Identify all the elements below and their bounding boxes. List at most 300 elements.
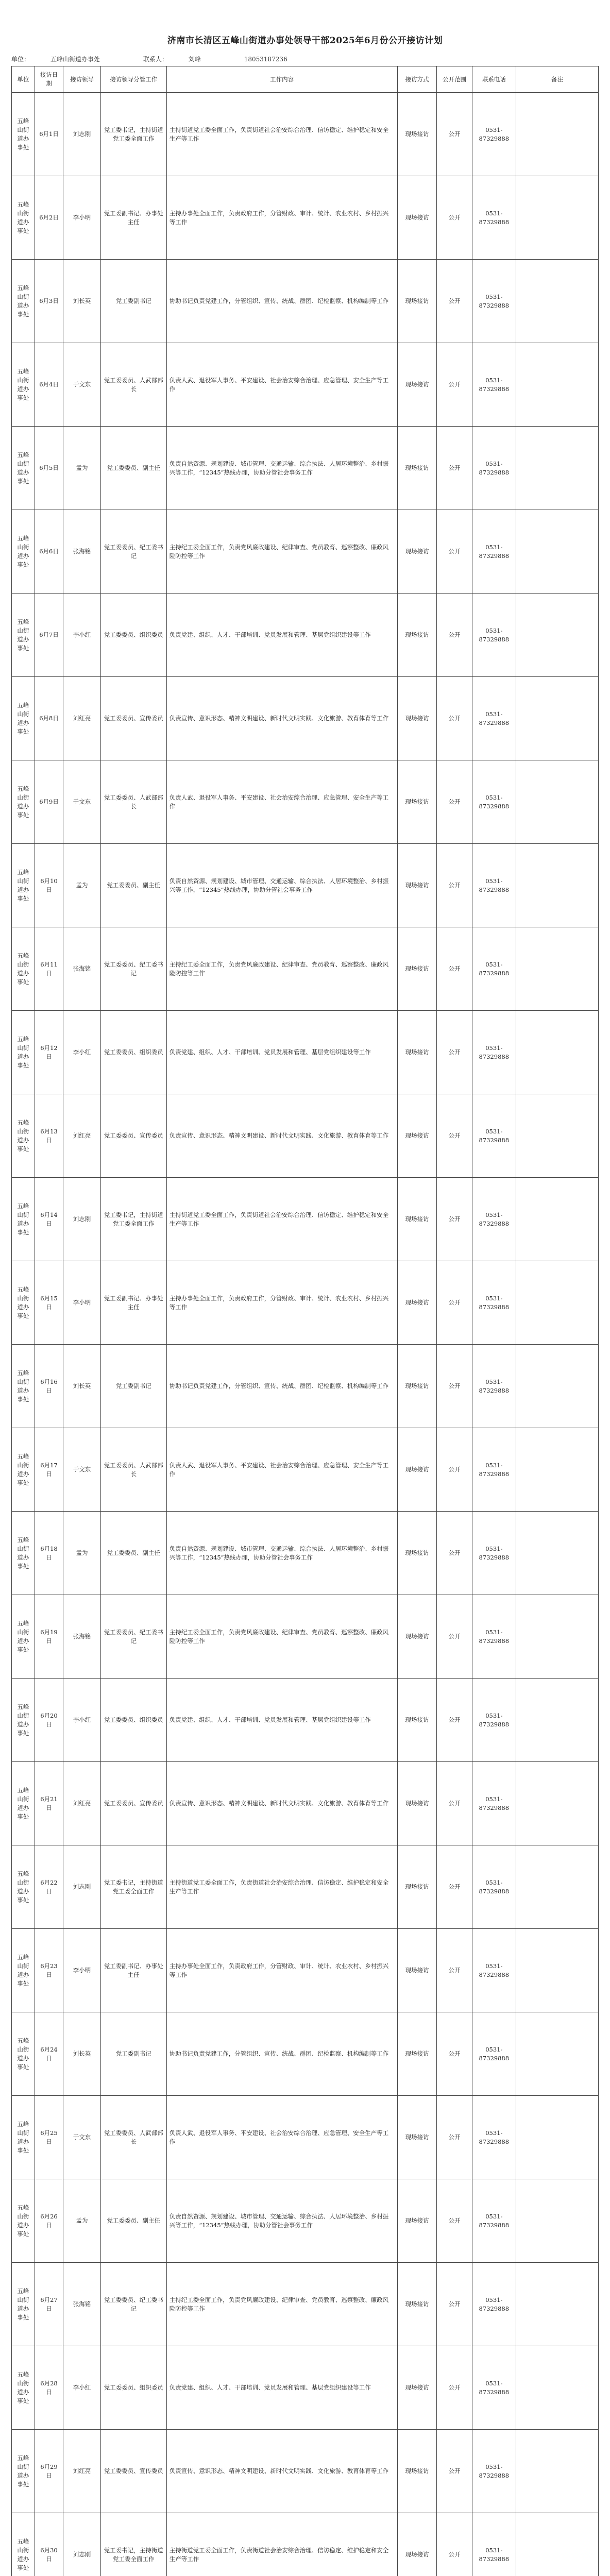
method-cell: 现场接访 (397, 510, 437, 594)
leader-cell: 刘长英 (63, 260, 101, 343)
phone-cell (472, 343, 516, 427)
table-row (12, 1762, 599, 1845)
phone-line: 87329888 (479, 1386, 510, 1394)
phone-line: 0531- (485, 126, 503, 133)
date-cell: 6月30日 (35, 2513, 63, 2576)
method-cell: 现场接访 (397, 2346, 437, 2430)
phone-line: 0531- (485, 1545, 503, 1552)
table-row (12, 1261, 599, 1345)
phone-line: 87329888 (479, 1637, 510, 1645)
table-row (12, 343, 599, 427)
method-cell: 现场接访 (397, 1762, 437, 1845)
phone-line: 87329888 (479, 1303, 510, 1311)
note-cell (516, 1512, 598, 1595)
phone-line: 87329888 (479, 1720, 510, 1728)
leader-cell: 孟为 (63, 1512, 101, 1595)
phone-line: 0531- (485, 626, 503, 634)
header-note: 备注 (516, 66, 598, 93)
content-cell: 负责自然资源、规划建设、城市管理、交通运输、综合执法、人居环境整治、乡村振兴等工作，“12345”热线办理，协助分管社会事务工作 (166, 1512, 397, 1595)
note-cell (516, 1428, 598, 1512)
phone-line: 87329888 (479, 552, 510, 560)
unit-cell: 五峰山街道办事处 (12, 1845, 35, 1929)
content-cell: 负责宣传、意识形态、精神文明建设、新时代文明实践、文化旅游、教育体育等工作 (166, 1762, 397, 1845)
leader-cell: 刘志刚 (63, 1845, 101, 1929)
phone-line: 0531- (485, 877, 503, 885)
date-cell: 6月10日 (35, 844, 63, 927)
table-row (12, 1345, 599, 1428)
duty-cell: 党工委委员、纪工委书记 (100, 2263, 166, 2346)
duty-cell: 党工委委员、组织委员 (100, 2346, 166, 2430)
phone-cell (472, 93, 516, 176)
content-cell: 负责人武、退役军人事务、平安建设、社会治安综合治理、应急管理、安全生产等工作 (166, 343, 397, 427)
leader-cell: 张海铭 (63, 1595, 101, 1679)
table-row (12, 844, 599, 927)
table-row (12, 927, 599, 1011)
note-cell (516, 2513, 598, 2576)
phone-line: 87329888 (479, 2304, 510, 2312)
duty-cell: 党工委书记，主持街道党工委全面工作 (100, 2513, 166, 2576)
table-row (12, 2096, 599, 2179)
table-row (12, 1845, 599, 1929)
duty-cell: 党工委副书记、办事处主任 (100, 1929, 166, 2012)
content-cell: 负责党建、组织、人才、干部培训、党员发展和管理、基层党组织建设等工作 (166, 1679, 397, 1762)
phone-line: 87329888 (479, 468, 510, 476)
date-cell: 6月28日 (35, 2346, 63, 2430)
duty-cell: 党工委委员、纪工委书记 (100, 1595, 166, 1679)
phone-cell (472, 2346, 516, 2430)
phone-cell (472, 677, 516, 760)
content-cell: 负责宣传、意识形态、精神文明建设、新时代文明实践、文化旅游、教育体育等工作 (166, 1094, 397, 1178)
table-row (12, 1679, 599, 1762)
content-cell: 负责宣传、意识形态、精神文明建设、新时代文明实践、文化旅游、教育体育等工作 (166, 677, 397, 760)
leader-cell: 张海铭 (63, 2263, 101, 2346)
phone-line: 87329888 (479, 2471, 510, 2479)
content-cell: 主持办事处全面工作，负责政府工作，分管财政、审计、统计、农业农村、乡村振兴等工作 (166, 1261, 397, 1345)
unit-cell: 五峰山街道办事处 (12, 176, 35, 260)
header-unit: 单位 (12, 66, 35, 93)
content-cell: 主持办事处全面工作，负责政府工作，分管财政、审计、统计、农业农村、乡村振兴等工作 (166, 176, 397, 260)
unit-cell: 五峰山街道办事处 (12, 1428, 35, 1512)
method-cell: 现场接访 (397, 677, 437, 760)
note-cell (516, 844, 598, 927)
scope-cell: 公开 (437, 1512, 472, 1595)
scope-cell: 公开 (437, 1595, 472, 1679)
phone-cell (472, 2096, 516, 2179)
date-cell: 6月5日 (35, 427, 63, 510)
content-cell: 协助书记负责党建工作，分管组织、宣传、统战、群团、纪检监察、机构编制等工作 (166, 2012, 397, 2096)
scope-cell: 公开 (437, 1428, 472, 1512)
phone-line: 87329888 (479, 1470, 510, 1478)
phone-line: 87329888 (479, 635, 510, 643)
phone-line: 87329888 (479, 2054, 510, 2062)
duty-cell: 党工委委员、宣传委员 (100, 2430, 166, 2513)
method-cell: 现场接访 (397, 1261, 437, 1345)
date-cell: 6月2日 (35, 176, 63, 260)
phone-line: 87329888 (479, 1553, 510, 1561)
phone-cell (472, 927, 516, 1011)
duty-cell: 党工委副书记、办事处主任 (100, 176, 166, 260)
phone-cell (472, 1929, 516, 2012)
note-cell (516, 176, 598, 260)
phone-cell (472, 2263, 516, 2346)
date-cell: 6月24日 (35, 2012, 63, 2096)
duty-cell: 党工委委员、副主任 (100, 2179, 166, 2263)
leader-cell: 刘长英 (63, 1345, 101, 1428)
phone-cell (472, 1845, 516, 1929)
table-row (12, 2012, 599, 2096)
phone-cell (472, 427, 516, 510)
duty-cell: 党工委副书记 (100, 2012, 166, 2096)
table-row (12, 760, 599, 844)
method-cell: 现场接访 (397, 1345, 437, 1428)
scope-cell: 公开 (437, 1261, 472, 1345)
unit-cell: 五峰山街道办事处 (12, 1762, 35, 1845)
unit-cell: 五峰山街道办事处 (12, 1178, 35, 1261)
phone-line: 0531- (485, 460, 503, 467)
phone-line: 87329888 (479, 1804, 510, 1811)
method-cell: 现场接访 (397, 343, 437, 427)
unit-cell: 五峰山街道办事处 (12, 260, 35, 343)
leader-cell: 张海铭 (63, 510, 101, 594)
leader-cell: 于文东 (63, 760, 101, 844)
leader-cell: 李小红 (63, 1679, 101, 1762)
duty-cell: 党工委委员、副主任 (100, 1512, 166, 1595)
duty-cell: 党工委副书记、办事处主任 (100, 1261, 166, 1345)
date-cell: 6月9日 (35, 760, 63, 844)
table-body (12, 93, 599, 2576)
unit-cell: 五峰山街道办事处 (12, 677, 35, 760)
content-cell: 负责党建、组织、人才、干部培训、党员发展和管理、基层党组织建设等工作 (166, 594, 397, 677)
phone-line: 87329888 (479, 2221, 510, 2229)
duty-cell: 党工委委员、组织委员 (100, 1011, 166, 1094)
unit-cell: 五峰山街道办事处 (12, 2096, 35, 2179)
unit-cell: 五峰山街道办事处 (12, 2179, 35, 2263)
date-cell: 6月8日 (35, 677, 63, 760)
duty-cell: 党工委委员、副主任 (100, 844, 166, 927)
phone-cell (472, 1178, 516, 1261)
content-cell: 主持办事处全面工作，负责政府工作，分管财政、审计、统计、农业农村、乡村振兴等工作 (166, 1929, 397, 2012)
phone-line: 0531- (485, 2463, 503, 2470)
scope-cell: 公开 (437, 844, 472, 927)
contact-info (143, 56, 224, 63)
phone-line: 87329888 (479, 802, 510, 810)
date-cell: 6月27日 (35, 2263, 63, 2346)
header-leader: 接访领导 (63, 66, 101, 93)
leader-cell: 刘红亮 (63, 1762, 101, 1845)
leader-cell: 孟为 (63, 2179, 101, 2263)
header-duty: 接访领导分管工作 (100, 66, 166, 93)
note-cell (516, 1845, 598, 1929)
unit-cell: 五峰山街道办事处 (12, 1595, 35, 1679)
unit-cell: 五峰山街道办事处 (12, 343, 35, 427)
phone-line: 0531- (485, 376, 503, 384)
phone-cell (472, 1679, 516, 1762)
method-cell: 现场接访 (397, 427, 437, 510)
phone-line: 0531- (485, 543, 503, 551)
content-cell: 主持街道党工委全面工作，负责街道社会治安综合治理、信访稳定、维护稳定和安全生产等工作 (166, 93, 397, 176)
note-cell (516, 2179, 598, 2263)
note-cell (516, 1094, 598, 1178)
scope-cell: 公开 (437, 1345, 472, 1428)
leader-cell: 张海铭 (63, 927, 101, 1011)
unit-cell: 五峰山街道办事处 (12, 1929, 35, 2012)
date-cell: 6月21日 (35, 1762, 63, 1845)
phone-cell (472, 2513, 516, 2576)
duty-cell: 党工委委员、副主任 (100, 427, 166, 510)
phone-line: 0531- (485, 1044, 503, 1052)
header-date: 接访日期 (35, 66, 63, 93)
method-cell: 现场接访 (397, 1178, 437, 1261)
note-cell (516, 2346, 598, 2430)
content-cell: 主持纪工委全面工作，负责党风廉政建设、纪律审查、党员教育、巡察整改、廉政风险防控等工作 (166, 510, 397, 594)
duty-cell: 党工委委员、人武部部长 (100, 760, 166, 844)
note-cell (516, 1011, 598, 1094)
scope-cell: 公开 (437, 2012, 472, 2096)
note-cell (516, 760, 598, 844)
note-cell (516, 510, 598, 594)
leader-cell: 刘志刚 (63, 93, 101, 176)
phone-line: 0531- (485, 1962, 503, 1970)
method-cell: 现场接访 (397, 2096, 437, 2179)
phone-line: 87329888 (479, 1136, 510, 1144)
phone-cell (472, 176, 516, 260)
table-row (12, 594, 599, 677)
duty-cell: 党工委书记，主持街道党工委全面工作 (100, 1178, 166, 1261)
header-scope: 公开范围 (437, 66, 472, 93)
phone-cell (472, 260, 516, 343)
scope-cell: 公开 (437, 1845, 472, 1929)
phone-line: 0531- (485, 2546, 503, 2554)
unit-label: 单位： (11, 56, 30, 63)
content-cell: 协助书记负责党建工作，分管组织、宣传、统战、群团、纪检监察、机构编制等工作 (166, 1345, 397, 1428)
note-cell (516, 2096, 598, 2179)
phone-line: 0531- (485, 209, 503, 217)
duty-cell: 党工委委员、宣传委员 (100, 1762, 166, 1845)
date-cell: 6月29日 (35, 2430, 63, 2513)
phone-line: 87329888 (479, 2555, 510, 2563)
phone-line: 87329888 (479, 1971, 510, 1978)
content-cell: 负责党建、组织、人才、干部培训、党员发展和管理、基层党组织建设等工作 (166, 1011, 397, 1094)
phone-line: 0531- (485, 960, 503, 968)
leader-cell: 李小红 (63, 1011, 101, 1094)
table-row (12, 1595, 599, 1679)
leader-cell: 刘志刚 (63, 2513, 101, 2576)
note-cell (516, 343, 598, 427)
table-row (12, 2263, 599, 2346)
phone-cell (472, 1762, 516, 1845)
duty-cell: 党工委委员、人武部部长 (100, 1428, 166, 1512)
scope-cell: 公开 (437, 677, 472, 760)
date-cell: 6月22日 (35, 1845, 63, 1929)
table-row (12, 677, 599, 760)
leader-cell: 李小红 (63, 594, 101, 677)
phone-line: 87329888 (479, 719, 510, 726)
duty-cell: 党工委书记，主持街道党工委全面工作 (100, 93, 166, 176)
content-cell: 主持街道党工委全面工作，负责街道社会治安综合治理、信访稳定、维护稳定和安全生产等工作 (166, 2513, 397, 2576)
phone-cell (472, 1512, 516, 1595)
unit-cell: 五峰山街道办事处 (12, 1512, 35, 1595)
scope-cell: 公开 (437, 594, 472, 677)
scope-cell: 公开 (437, 93, 472, 176)
note-cell (516, 1345, 598, 1428)
phone-line: 87329888 (479, 969, 510, 977)
unit-cell: 五峰山街道办事处 (12, 2263, 35, 2346)
phone-cell (472, 2012, 516, 2096)
content-cell: 主持纪工委全面工作，负责党风廉政建设、纪律审查、党员教育、巡察整改、廉政风险防控等工作 (166, 2263, 397, 2346)
note-cell (516, 677, 598, 760)
scope-cell: 公开 (437, 1094, 472, 1178)
unit-value: 五峰山街道办事处 (50, 56, 100, 63)
method-cell: 现场接访 (397, 1679, 437, 1762)
phone-value: 18053187236 (244, 56, 287, 63)
note-cell (516, 1762, 598, 1845)
note-cell (516, 1178, 598, 1261)
phone-line: 0531- (485, 2212, 503, 2220)
method-cell: 现场接访 (397, 2513, 437, 2576)
duty-cell: 党工委委员、组织委员 (100, 594, 166, 677)
table-row (12, 510, 599, 594)
date-cell: 6月25日 (35, 2096, 63, 2179)
phone-line: 0531- (485, 1878, 503, 1886)
scope-cell: 公开 (437, 927, 472, 1011)
duty-cell: 党工委委员、人武部部长 (100, 343, 166, 427)
method-cell: 现场接访 (397, 760, 437, 844)
content-cell: 负责自然资源、规划建设、城市管理、交通运输、综合执法、人居环境整治、乡村振兴等工作，“12345”热线办理，协助分管社会事务工作 (166, 844, 397, 927)
table-row (12, 93, 599, 176)
scope-cell: 公开 (437, 260, 472, 343)
table-row (12, 2179, 599, 2263)
content-cell: 主持纪工委全面工作，负责党风廉政建设、纪律审查、党员教育、巡察整改、廉政风险防控等工作 (166, 927, 397, 1011)
phone-line: 0531- (485, 1628, 503, 1636)
phone-cell (472, 510, 516, 594)
date-cell: 6月19日 (35, 1595, 63, 1679)
content-cell: 负责自然资源、规划建设、城市管理、交通运输、综合执法、人居环境整治、乡村振兴等工作，“12345”热线办理，协助分管社会事务工作 (166, 427, 397, 510)
phone-cell (472, 1261, 516, 1345)
phone-cell (472, 1428, 516, 1512)
note-cell (516, 260, 598, 343)
unit-cell: 五峰山街道办事处 (12, 1679, 35, 1762)
leader-cell: 李小明 (63, 1261, 101, 1345)
phone-line: 87329888 (479, 2388, 510, 2396)
leader-cell: 刘红亮 (63, 1094, 101, 1178)
scope-cell: 公开 (437, 2263, 472, 2346)
table-row (12, 176, 599, 260)
scope-cell: 公开 (437, 1929, 472, 2012)
note-cell (516, 2430, 598, 2513)
note-cell (516, 594, 598, 677)
leader-cell: 孟为 (63, 844, 101, 927)
leader-cell: 李小红 (63, 2346, 101, 2430)
document-meta (11, 55, 599, 63)
note-cell (516, 927, 598, 1011)
table-row (12, 427, 599, 510)
date-cell: 6月3日 (35, 260, 63, 343)
method-cell: 现场接访 (397, 1011, 437, 1094)
scope-cell: 公开 (437, 2096, 472, 2179)
table-row (12, 260, 599, 343)
header-method: 接访方式 (397, 66, 437, 93)
phone-cell (472, 2179, 516, 2263)
content-cell: 负责党建、组织、人才、干部培训、党员发展和管理、基层党组织建设等工作 (166, 2346, 397, 2430)
table-row (12, 1178, 599, 1261)
note-cell (516, 2263, 598, 2346)
date-cell: 6月15日 (35, 1261, 63, 1345)
phone-line: 0531- (485, 2296, 503, 2303)
date-cell: 6月18日 (35, 1512, 63, 1595)
leader-cell: 于文东 (63, 1428, 101, 1512)
unit-cell: 五峰山街道办事处 (12, 2513, 35, 2576)
phone-cell (472, 760, 516, 844)
phone-line: 87329888 (479, 134, 510, 142)
phone-line: 87329888 (479, 886, 510, 893)
date-cell: 6月14日 (35, 1178, 63, 1261)
method-cell: 现场接访 (397, 594, 437, 677)
method-cell: 现场接访 (397, 2179, 437, 2263)
content-cell: 负责人武、退役军人事务、平安建设、社会治安综合治理、应急管理、安全生产等工作 (166, 1428, 397, 1512)
method-cell: 现场接访 (397, 1929, 437, 2012)
content-cell: 主持街道党工委全面工作，负责街道社会治安综合治理、信访稳定、维护稳定和安全生产等工作 (166, 1845, 397, 1929)
note-cell (516, 1929, 598, 2012)
unit-cell: 五峰山街道办事处 (12, 2346, 35, 2430)
leader-cell: 于文东 (63, 2096, 101, 2179)
scope-cell: 公开 (437, 176, 472, 260)
method-cell: 现场接访 (397, 176, 437, 260)
scope-cell: 公开 (437, 2346, 472, 2430)
phone-cell (472, 1011, 516, 1094)
duty-cell: 党工委委员、纪工委书记 (100, 510, 166, 594)
scope-cell: 公开 (437, 760, 472, 844)
method-cell: 现场接访 (397, 1845, 437, 1929)
unit-cell: 五峰山街道办事处 (12, 510, 35, 594)
scope-cell: 公开 (437, 1762, 472, 1845)
phone-line: 0531- (485, 2045, 503, 2053)
leader-cell: 孟为 (63, 427, 101, 510)
visit-schedule-table (11, 66, 599, 2576)
phone-line: 0531- (485, 1127, 503, 1135)
unit-cell: 五峰山街道办事处 (12, 760, 35, 844)
content-cell: 负责人武、退役军人事务、平安建设、社会治安综合治理、应急管理、安全生产等工作 (166, 760, 397, 844)
date-cell: 6月17日 (35, 1428, 63, 1512)
table-row (12, 2346, 599, 2430)
unit-cell: 五峰山街道办事处 (12, 2012, 35, 2096)
date-cell: 6月16日 (35, 1345, 63, 1428)
leader-cell: 于文东 (63, 343, 101, 427)
unit-cell: 五峰山街道办事处 (12, 427, 35, 510)
scope-cell: 公开 (437, 1679, 472, 1762)
date-cell: 6月11日 (35, 927, 63, 1011)
leader-cell: 刘志刚 (63, 1178, 101, 1261)
unit-cell: 五峰山街道办事处 (12, 1345, 35, 1428)
content-cell: 负责宣传、意识形态、精神文明建设、新时代文明实践、文化旅游、教育体育等工作 (166, 2430, 397, 2513)
leader-cell: 刘长英 (63, 2012, 101, 2096)
content-cell: 主持街道党工委全面工作，负责街道社会治安综合治理、信访稳定、维护稳定和安全生产等工作 (166, 1178, 397, 1261)
leader-cell: 李小明 (63, 1929, 101, 2012)
scope-cell: 公开 (437, 343, 472, 427)
phone-line: 87329888 (479, 218, 510, 226)
unit-cell: 五峰山街道办事处 (12, 594, 35, 677)
method-cell: 现场接访 (397, 260, 437, 343)
unit-cell: 五峰山街道办事处 (12, 2430, 35, 2513)
duty-cell: 党工委书记，主持街道党工委全面工作 (100, 1845, 166, 1929)
scope-cell: 公开 (437, 2179, 472, 2263)
scope-cell: 公开 (437, 1178, 472, 1261)
method-cell: 现场接访 (397, 844, 437, 927)
leader-cell: 李小明 (63, 176, 101, 260)
contact-label: 联系人： (143, 56, 168, 63)
unit-cell: 五峰山街道办事处 (12, 1011, 35, 1094)
phone-line: 87329888 (479, 1887, 510, 1895)
content-cell: 负责自然资源、规划建设、城市管理、交通运输、综合执法、人居环境整治、乡村振兴等工作，“12345”热线办理，协助分管社会事务工作 (166, 2179, 397, 2263)
